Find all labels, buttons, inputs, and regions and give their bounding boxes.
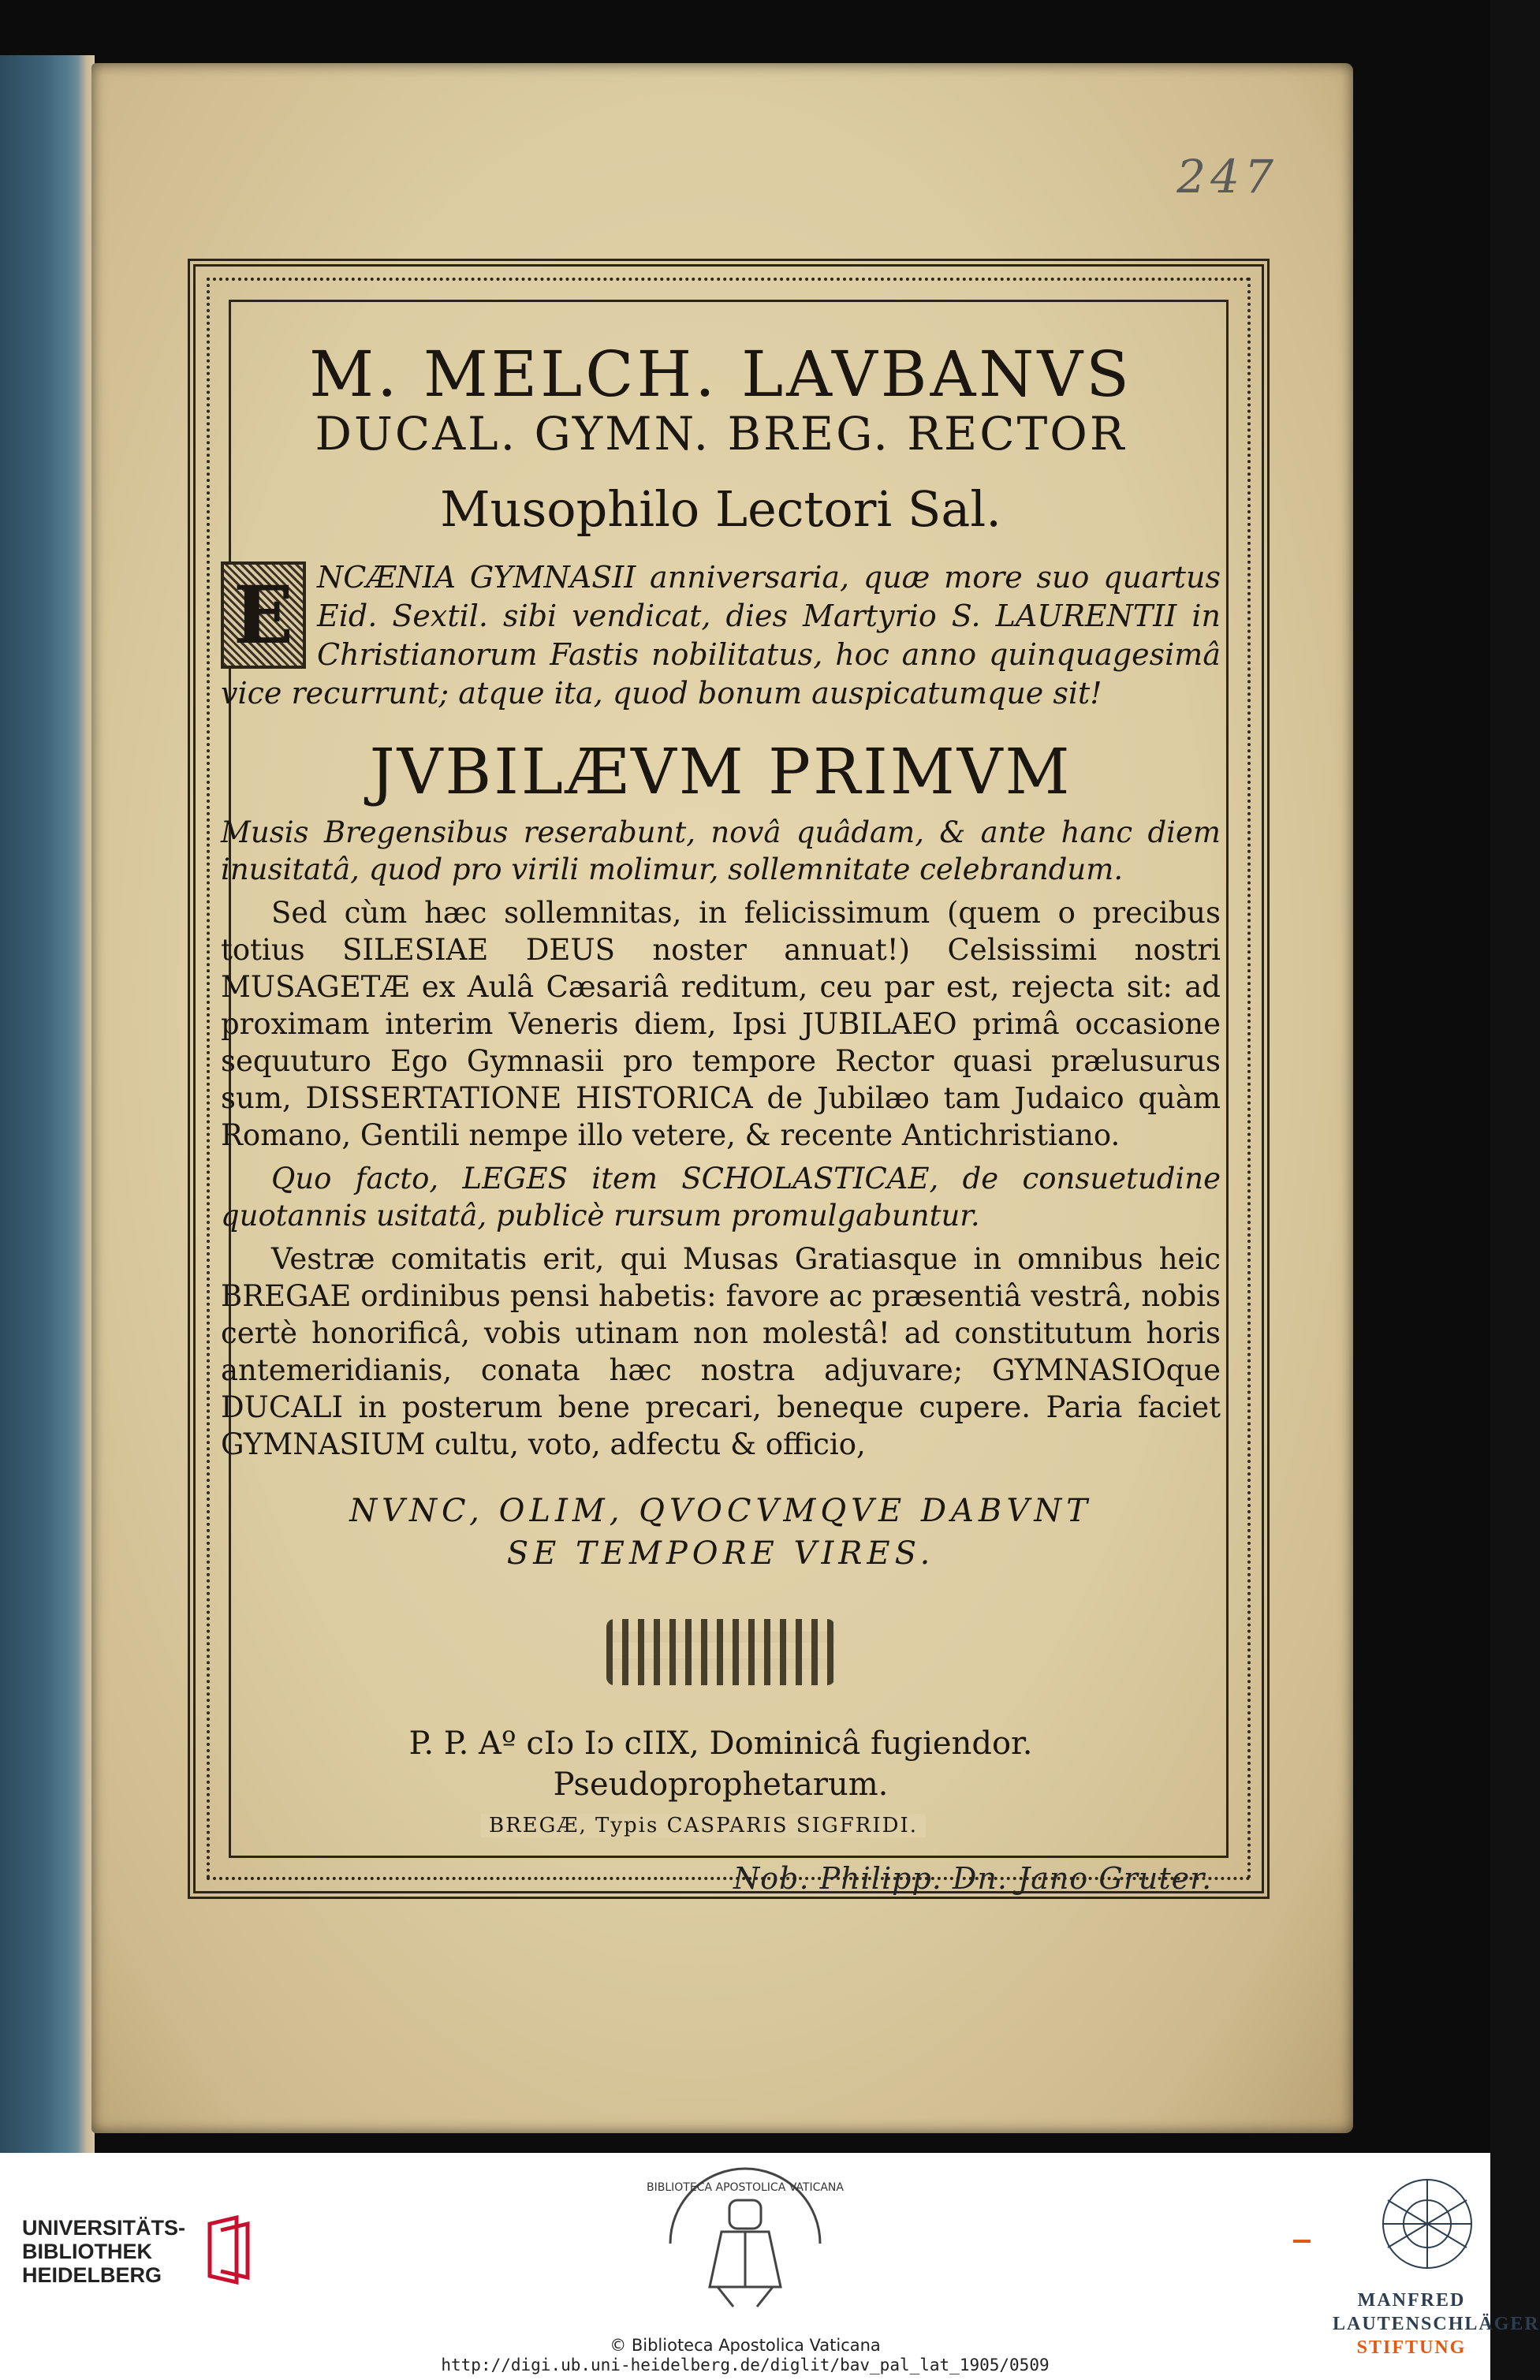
ub-name-line-3: HEIDELBERG [22, 2263, 162, 2287]
ub-mark-icon [205, 2216, 251, 2284]
vatican-ring-text: BIBLIOTECA APOSTOLICA VATICANA [647, 2181, 844, 2194]
handwritten-dedication: Nob. Philipp. Dn. Jano Gruter. [733, 1861, 1213, 1896]
salutation: Musophilo Lectori Sal. [440, 480, 1001, 538]
motto-line-1: NVNC, OLIM, QVOCVMQVE DABVNT [349, 1493, 1092, 1529]
ml-name-line-2: LAUTENSCHLÄGER [1333, 2314, 1540, 2334]
copyright-credit: © Biblioteca Apostolica Vaticana [610, 2336, 881, 2355]
page-subtitle: DUCAL. GYMN. BREG. RECTOR [315, 407, 1127, 461]
ub-name-line-2: BIBLIOTHEK [22, 2240, 152, 2263]
orange-dash [1293, 2240, 1311, 2243]
date-line-2: Pseudoprophetarum. [553, 1766, 889, 1803]
colophon: BREGÆ, Typis CASPARIS SIGFRIDI. [481, 1814, 926, 1837]
intro-paragraph [221, 558, 1221, 713]
intro-text: NCÆNIA GYMNASII anniversaria, quæ more suo quartus Eid. Sextil. sibi vendicat, dies Martyrio S. LAURENTII in Christianorum Fastis nobilitatus, hoc anno quinquagesimâ vice recurrunt; atque ita, quod bonum auspicatumque sit! [221, 560, 1221, 711]
book-cover [0, 55, 95, 2153]
page-text [221, 300, 1221, 1805]
folio-number: 247 [1176, 150, 1278, 203]
jubilee-heading: JVBILÆVM PRIMVM [369, 735, 1072, 808]
printer-ornament [606, 1619, 835, 1685]
paragraph-3: Quo facto, LEGES item SCHOLASTICAE, de consuetudine quotannis usitatâ, publicè rursum promulgabuntur. [221, 1162, 1221, 1233]
footer [0, 2153, 1540, 2380]
lautenschlaeger-name [1333, 2289, 1540, 2359]
page-title: M. MELCH. LAVBANVS [309, 338, 1132, 411]
drop-cap: E [221, 561, 306, 669]
ml-name-line-3: STIFTUNG [1356, 2337, 1467, 2358]
date-line: P. P. Aº cIɔ Iɔ cIIX, Dominicâ fugiendor. [408, 1725, 1033, 1762]
paragraph-4: Vestræ comitatis erit, qui Musas Gratiasque in omnibus heic BREGAE ordinibus pensi habetis: favore ac præsentiâ vestrâ, nobis certè honorificâ, vobis utinam non molestâ! ad constitutum horis antemeridianis, conata hæc nostra adjuvare; GYMNASIOque DUCALI in posterum bene precari, beneque cupere. Paria faciet GYMNASIUM cultu, voto, adfectu & officio, [221, 1242, 1221, 1461]
vatican-library-seal-icon[interactable] [647, 2169, 844, 2326]
paragraph-1: Musis Bregensibus reserabunt, novâ quâdam, & ante hanc diem inusitatâ, quod pro virili molimur, sollemnitate celebrandum. [221, 815, 1221, 886]
ub-name-line-1: UNIVERSITÄTS- [22, 2216, 186, 2240]
ml-name-line-1: MANFRED [1357, 2290, 1466, 2311]
motto-line-2: SE TEMPORE VIRES. [506, 1535, 935, 1572]
ub-heidelberg-logo[interactable] [22, 2216, 185, 2287]
lautenschlaeger-logo-icon[interactable] [1372, 2169, 1482, 2287]
paragraph-2: Sed cùm hæc sollemnitas, in felicissimum (quem o precibus totius SILESIAE DEUS noster annuat!) Celsissimi nostri MUSAGETÆ ex Aulâ Cæsariâ reditum, ceu par est, rejecta sit: ad proximam interim Veneris diem, Ipsi JUBILAEO primâ occasione sequuturo Ego Gymnasii pro tempore Rector quasi prælusurus sum, DISSERTATIONE HISTORICA de Jubilæo tam Judaico quàm Romano, Gentili nempe illo vetere, & recente Antichristiano. [221, 896, 1221, 1152]
permalink-url[interactable]: http://digi.ub.uni-heidelberg.de/diglit/bav_pal_lat_1905/0509 [441, 2356, 1050, 2374]
